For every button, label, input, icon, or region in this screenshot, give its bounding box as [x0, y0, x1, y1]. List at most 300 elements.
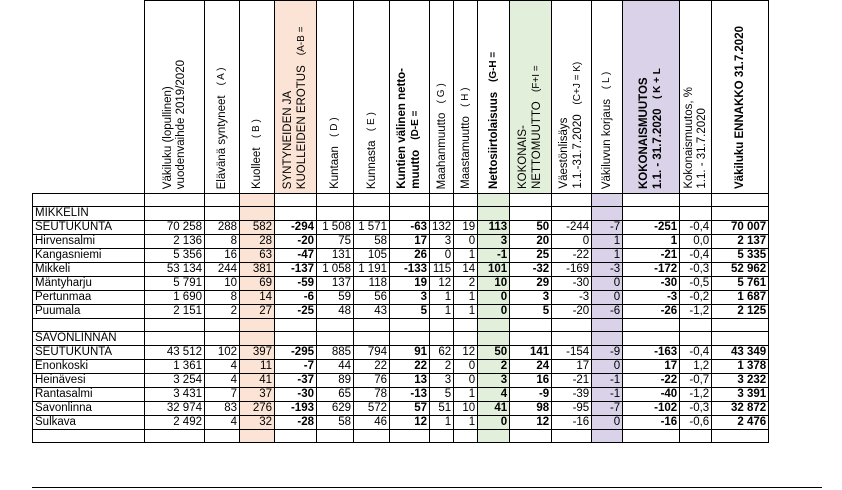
cell-immig: 12	[430, 277, 454, 291]
cell-change: -169	[552, 263, 592, 277]
cell-immig: 51	[430, 402, 454, 416]
column-header-text	[558, 50, 585, 189]
cell-in_mun: 89	[317, 374, 354, 388]
cell-out_mun: 572	[354, 402, 390, 416]
cell-births: 8	[205, 291, 240, 305]
cell-pop2020: 1 687	[712, 291, 769, 305]
cell-immig: 1	[430, 305, 454, 319]
cell-out_mun: 794	[354, 346, 390, 360]
column-label: KOKONAISMUUTOS 1.1. - 31.7.2020	[637, 77, 664, 189]
cell-netint: 4	[478, 388, 510, 402]
empty-cell	[205, 319, 240, 332]
cell-totnet: 98	[510, 402, 552, 416]
cell-natdiff: -59	[275, 277, 317, 291]
empty-cell	[354, 430, 390, 443]
column-header-text	[517, 53, 544, 189]
cell-pop2020: 2 137	[712, 235, 769, 249]
cell-natdiff: -28	[275, 416, 317, 430]
column-header-text	[459, 75, 473, 189]
cell-pop2019: 5 791	[145, 277, 205, 291]
cell-corr: -1	[592, 374, 623, 388]
column-code: ( B )	[251, 118, 262, 138]
column-header-wrap	[680, 3, 711, 193]
column-header-text	[162, 60, 188, 189]
cell-change: -244	[552, 221, 592, 235]
column-label: Nettosiirtolaisuus	[487, 91, 500, 189]
cell-emig: 1	[454, 291, 478, 305]
column-label: Maastamuutto	[459, 116, 472, 189]
empty-cell	[240, 430, 275, 443]
cell-emig: 19	[454, 221, 478, 235]
empty-cell	[33, 319, 145, 332]
empty-cell	[592, 319, 623, 332]
empty-cell	[205, 332, 240, 346]
cell-netmun: 26	[390, 249, 430, 263]
cell-totchg: -22	[623, 374, 680, 388]
cell-in_mun: 48	[317, 305, 354, 319]
column-code: ( H )	[459, 87, 471, 107]
column-label: Kuntien välinen netto- muutto	[396, 68, 422, 189]
spacer-row	[33, 430, 769, 443]
cell-corr: -7	[592, 402, 623, 416]
cell-totnet: 29	[510, 277, 552, 291]
cell-corr: -3	[592, 263, 623, 277]
cell-out_mun: 58	[354, 235, 390, 249]
cell-netint: 0	[478, 305, 510, 319]
cell-births: 2	[205, 305, 240, 319]
empty-cell	[240, 319, 275, 332]
cell-pct: -0,4	[680, 346, 712, 360]
cell-immig: 1	[430, 416, 454, 430]
cell-immig: 0	[430, 249, 454, 263]
empty-cell	[478, 430, 510, 443]
column-header-wrap	[354, 3, 389, 193]
table-row	[33, 305, 769, 319]
column-header-pct	[680, 1, 712, 194]
cell-netint: 0	[478, 291, 510, 305]
empty-cell	[354, 319, 390, 332]
column-header-totchg	[623, 1, 680, 194]
cell-totnet: 3	[510, 291, 552, 305]
cell-totchg: -102	[623, 402, 680, 416]
column-header-wrap	[205, 3, 239, 193]
cell-netint: 2	[478, 360, 510, 374]
cell-emig: 1	[454, 416, 478, 430]
cell-out_mun: 1 571	[354, 221, 390, 235]
empty-cell	[592, 194, 623, 207]
column-header-wrap	[712, 3, 768, 193]
column-label: Väkiluku (lopullinen) vuodenvaihde 2019/2020	[161, 59, 187, 189]
empty-cell	[205, 430, 240, 443]
cell-netmun: 12	[390, 416, 430, 430]
column-label: Elävänä syntyneet	[216, 95, 228, 189]
cell-natdiff: -25	[275, 305, 317, 319]
cell-totchg: -251	[623, 221, 680, 235]
cell-deaths: 11	[240, 360, 275, 374]
column-header-text	[328, 105, 342, 189]
municipality-name: Heinävesi	[33, 374, 145, 388]
empty-cell	[454, 194, 478, 207]
column-header-text	[734, 26, 747, 189]
empty-cell	[354, 194, 390, 207]
empty-cell	[33, 194, 145, 207]
cell-totchg: -40	[623, 388, 680, 402]
cell-change: -95	[552, 402, 592, 416]
cell-corr: -9	[592, 346, 623, 360]
cell-change: -21	[552, 374, 592, 388]
column-header-pop2020	[712, 1, 769, 194]
cell-in_mun: 1 508	[317, 221, 354, 235]
cell-totchg: -26	[623, 305, 680, 319]
cell-pop2019: 1 361	[145, 360, 205, 374]
cell-pop2020: 70 007	[712, 221, 769, 235]
cell-immig: 132	[430, 221, 454, 235]
column-label: Maahanmuutto	[435, 112, 448, 189]
cell-pop2020: 3 232	[712, 374, 769, 388]
column-header-wrap	[454, 3, 477, 193]
cell-deaths: 41	[240, 374, 275, 388]
cell-out_mun: 78	[354, 388, 390, 402]
cell-immig: 1	[430, 291, 454, 305]
group-name-line1: SAVONLINNAN	[33, 332, 145, 346]
cell-netint: 0	[478, 416, 510, 430]
cell-out_mun: 76	[354, 374, 390, 388]
empty-cell	[510, 319, 552, 332]
column-header-wrap	[145, 3, 204, 193]
cell-totchg: 1	[623, 235, 680, 249]
group-title-row	[33, 207, 769, 221]
table-row	[33, 402, 769, 416]
empty-cell	[430, 194, 454, 207]
column-code: ( D )	[329, 117, 340, 137]
column-header-wrap	[430, 3, 453, 193]
empty-cell	[145, 332, 205, 346]
table-row	[33, 277, 769, 291]
cell-pop2020: 5 335	[712, 249, 769, 263]
empty-cell	[680, 332, 712, 346]
empty-cell	[454, 332, 478, 346]
cell-emig: 1	[454, 305, 478, 319]
municipality-name: Mäntyharju	[33, 277, 145, 291]
cell-in_mun: 65	[317, 388, 354, 402]
column-code: (F+I =	[531, 64, 543, 92]
empty-cell	[680, 207, 712, 221]
empty-cell	[275, 194, 317, 207]
cell-natdiff: -137	[275, 263, 317, 277]
table-row	[33, 263, 769, 277]
cell-pct: -0,3	[680, 263, 712, 277]
column-header-wrap	[592, 3, 622, 193]
cell-netmun: 57	[390, 402, 430, 416]
cell-immig: 3	[430, 235, 454, 249]
cell-netint: -1	[478, 249, 510, 263]
column-header-corr	[592, 1, 623, 194]
column-header-wrap	[390, 3, 429, 193]
empty-cell	[317, 319, 354, 332]
cell-births: 7	[205, 388, 240, 402]
empty-cell	[430, 319, 454, 332]
cell-deaths: 28	[240, 235, 275, 249]
cell-emig: 1	[454, 249, 478, 263]
cell-pop2019: 3 431	[145, 388, 205, 402]
empty-cell	[145, 207, 205, 221]
cell-pop2019: 70 258	[145, 221, 205, 235]
column-label: SYNTYNEIDEN JA KUOLLEIDEN EROTUS	[282, 65, 308, 189]
column-label: Kuolleet	[251, 147, 263, 189]
cell-births: 4	[205, 374, 240, 388]
column-header-out_mun	[354, 1, 390, 194]
spacer-row	[33, 319, 769, 332]
empty-cell	[680, 430, 712, 443]
empty-cell	[145, 430, 205, 443]
header-row	[33, 1, 769, 194]
empty-cell	[510, 207, 552, 221]
cell-in_mun: 44	[317, 360, 354, 374]
empty-cell	[623, 332, 680, 346]
cell-deaths: 69	[240, 277, 275, 291]
column-header-text	[435, 71, 449, 189]
group-total-row	[33, 346, 769, 360]
municipality-name: Mikkeli	[33, 263, 145, 277]
cell-totnet: 24	[510, 360, 552, 374]
cell-netmun: -63	[390, 221, 430, 235]
empty-cell	[478, 319, 510, 332]
empty-cell	[240, 194, 275, 207]
cell-corr: 0	[592, 277, 623, 291]
empty-cell	[712, 207, 769, 221]
group-title-row	[33, 332, 769, 346]
cell-in_mun: 885	[317, 346, 354, 360]
cell-pop2019: 43 512	[145, 346, 205, 360]
cell-in_mun: 58	[317, 416, 354, 430]
empty-cell	[454, 319, 478, 332]
cell-change: 0	[552, 235, 592, 249]
cell-natdiff: -30	[275, 388, 317, 402]
column-header-immig	[430, 1, 454, 194]
empty-cell	[510, 332, 552, 346]
column-code: (D-E =	[410, 111, 421, 141]
empty-cell	[478, 194, 510, 207]
column-label: Kuntaan	[329, 146, 341, 189]
cell-netint: 41	[478, 402, 510, 416]
column-code: ( K + L	[651, 68, 663, 99]
empty-cell	[317, 430, 354, 443]
cell-change: -3	[552, 291, 592, 305]
cell-births: 4	[205, 416, 240, 430]
cell-emig: 1	[454, 388, 478, 402]
table-row	[33, 374, 769, 388]
cell-corr: -6	[592, 305, 623, 319]
cell-natdiff: -6	[275, 291, 317, 305]
cell-births: 102	[205, 346, 240, 360]
table-row	[33, 388, 769, 402]
cell-pct: 0,0	[680, 235, 712, 249]
cell-change: -22	[552, 249, 592, 263]
cell-pop2020: 3 391	[712, 388, 769, 402]
cell-natdiff: -7	[275, 360, 317, 374]
cell-in_mun: 629	[317, 402, 354, 416]
empty-cell	[454, 207, 478, 221]
cell-pop2020: 2 125	[712, 305, 769, 319]
cell-change: -39	[552, 388, 592, 402]
empty-cell	[145, 194, 205, 207]
cell-totchg: -163	[623, 346, 680, 360]
cell-emig: 2	[454, 277, 478, 291]
cell-pct: -0,5	[680, 277, 712, 291]
empty-cell	[680, 194, 712, 207]
municipality-name: Sulkava	[33, 416, 145, 430]
cell-births: 10	[205, 277, 240, 291]
cell-out_mun: 118	[354, 277, 390, 291]
cell-pop2019: 2 492	[145, 416, 205, 430]
cell-deaths: 397	[240, 346, 275, 360]
cell-in_mun: 75	[317, 235, 354, 249]
column-label: Väestönlisäys 1.1.-31.7.2020	[558, 114, 585, 189]
cell-natdiff: -37	[275, 374, 317, 388]
column-header-wrap	[478, 3, 509, 193]
cell-pop2019: 2 151	[145, 305, 205, 319]
cell-pct: -1,2	[680, 388, 712, 402]
empty-cell	[390, 194, 430, 207]
cell-deaths: 276	[240, 402, 275, 416]
empty-cell	[354, 207, 390, 221]
group-name-line1: MIKKELIN	[33, 207, 145, 221]
cell-births: 8	[205, 235, 240, 249]
empty-cell	[623, 319, 680, 332]
empty-cell	[623, 207, 680, 221]
cell-totchg: -30	[623, 277, 680, 291]
column-code: ( E )	[365, 111, 377, 131]
empty-cell	[712, 332, 769, 346]
cell-pct: 1,2	[680, 360, 712, 374]
empty-cell	[592, 332, 623, 346]
cell-totnet: -32	[510, 263, 552, 277]
column-header-wrap	[510, 3, 551, 193]
column-code: (G-H =	[487, 51, 499, 83]
municipality-name: Enonkoski	[33, 360, 145, 374]
column-header-text	[365, 100, 379, 189]
cell-corr: 0	[592, 416, 623, 430]
cell-netmun: 22	[390, 360, 430, 374]
cell-deaths: 37	[240, 388, 275, 402]
empty-cell	[205, 194, 240, 207]
cell-totchg: -3	[623, 291, 680, 305]
empty-cell	[510, 430, 552, 443]
cell-pop2020: 32 872	[712, 402, 769, 416]
cell-pct: -0,4	[680, 221, 712, 235]
cell-out_mun: 46	[354, 416, 390, 430]
cell-immig: 115	[430, 263, 454, 277]
cell-netmun: -133	[390, 263, 430, 277]
table-row	[33, 235, 769, 249]
empty-cell	[390, 332, 430, 346]
empty-cell	[478, 332, 510, 346]
column-code: ( G )	[435, 82, 447, 103]
cell-totchg: -21	[623, 249, 680, 263]
cell-pop2020: 1 378	[712, 360, 769, 374]
empty-cell	[552, 332, 592, 346]
cell-pct: -0,3	[680, 402, 712, 416]
municipality-name: Puumala	[33, 305, 145, 319]
cell-totnet: 12	[510, 416, 552, 430]
cell-in_mun: 131	[317, 249, 354, 263]
empty-cell	[623, 430, 680, 443]
column-header-text	[600, 60, 614, 189]
cell-change: 17	[552, 360, 592, 374]
empty-cell	[354, 332, 390, 346]
cell-out_mun: 105	[354, 249, 390, 263]
cell-netint: 3	[478, 374, 510, 388]
cell-immig: 3	[430, 374, 454, 388]
empty-cell	[390, 319, 430, 332]
table-row	[33, 416, 769, 430]
empty-cell	[275, 207, 317, 221]
cell-deaths: 14	[240, 291, 275, 305]
column-label: Kokonaismuutos, % 1.1. - 31.7.2020	[682, 87, 708, 189]
empty-cell	[275, 319, 317, 332]
empty-cell	[552, 207, 592, 221]
empty-cell	[240, 207, 275, 221]
empty-cell	[510, 194, 552, 207]
column-header-netmun	[390, 1, 430, 194]
empty-cell	[275, 332, 317, 346]
cell-pop2019: 5 356	[145, 249, 205, 263]
column-label: Väkiluvun korjaus	[601, 98, 614, 189]
column-header-wrap	[240, 3, 274, 193]
empty-cell	[592, 207, 623, 221]
cell-emig: 12	[454, 346, 478, 360]
cell-pop2019: 53 134	[145, 263, 205, 277]
cell-immig: 2	[430, 360, 454, 374]
cell-pct: -1,2	[680, 305, 712, 319]
column-header-wrap	[317, 3, 353, 193]
cell-pop2019: 1 690	[145, 291, 205, 305]
empty-cell	[623, 194, 680, 207]
cell-births: 288	[205, 221, 240, 235]
cell-totnet: 141	[510, 346, 552, 360]
empty-cell	[430, 332, 454, 346]
column-header-pop2019	[145, 1, 205, 194]
empty-cell	[430, 207, 454, 221]
cell-emig: 0	[454, 374, 478, 388]
table-row	[33, 360, 769, 374]
cell-out_mun: 1 191	[354, 263, 390, 277]
cell-totnet: 5	[510, 305, 552, 319]
empty-cell	[33, 430, 145, 443]
column-code: ( A )	[216, 67, 227, 86]
table-bottom-border	[32, 487, 822, 488]
cell-netint: 10	[478, 277, 510, 291]
cell-natdiff: -20	[275, 235, 317, 249]
cell-netmun: -13	[390, 388, 430, 402]
empty-cell	[390, 207, 430, 221]
empty-cell	[240, 332, 275, 346]
cell-corr: 0	[592, 360, 623, 374]
cell-immig: 5	[430, 388, 454, 402]
cell-netmun: 17	[390, 235, 430, 249]
cell-out_mun: 22	[354, 360, 390, 374]
empty-cell	[390, 430, 430, 443]
column-code: (C+J = K)	[572, 62, 584, 106]
cell-pop2020: 5 761	[712, 277, 769, 291]
cell-emig: 10	[454, 402, 478, 416]
empty-cell	[552, 194, 592, 207]
column-header-wrap	[275, 3, 316, 193]
column-header-totnet	[510, 1, 552, 194]
column-header-text	[250, 107, 264, 189]
column-label: KOKONAIS- NETTOMUUTTO	[517, 101, 544, 189]
cell-immig: 62	[430, 346, 454, 360]
